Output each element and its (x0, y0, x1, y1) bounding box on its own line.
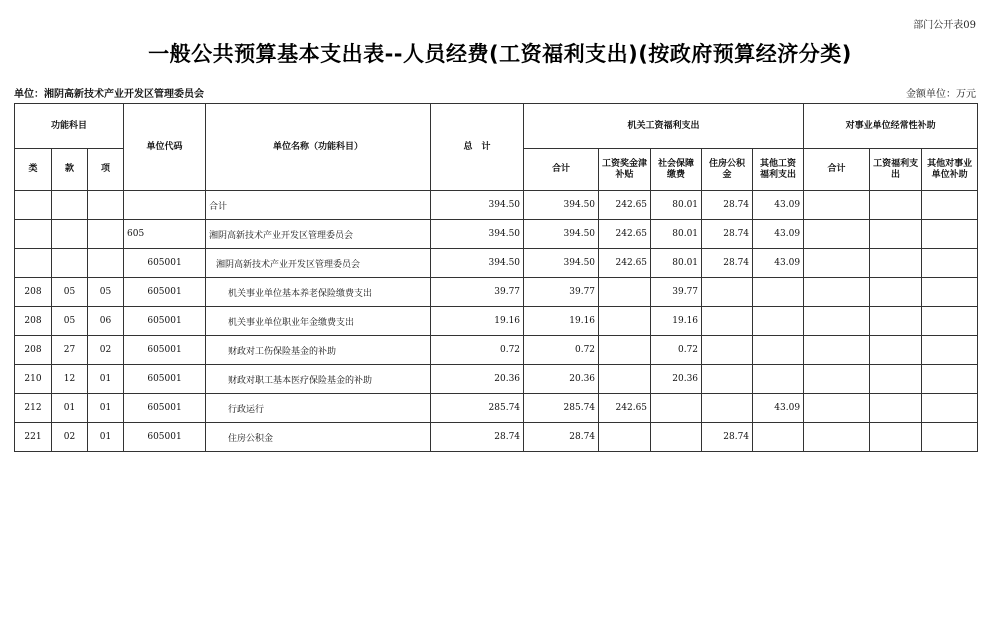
cell-o-sum: 20.36 (524, 365, 599, 394)
cell-xiang (88, 191, 124, 220)
cell-s-other (922, 249, 978, 278)
cell-o-social: 80.01 (651, 220, 702, 249)
cell-s-other (922, 336, 978, 365)
cell-code: 605001 (124, 336, 206, 365)
cell-o-social: 19.16 (651, 307, 702, 336)
cell-lei: 212 (15, 394, 52, 423)
page-title: 一般公共预算基本支出表--人员经费(工资福利支出)(按政府预算经济分类) (148, 42, 852, 66)
table-row (15, 191, 978, 220)
cell-s-wage (870, 249, 922, 278)
cell-s-wage (870, 278, 922, 307)
cell-name: 湘阴高新技术产业开发区管理委员会 (206, 220, 431, 249)
cell-kuan: 05 (52, 278, 88, 307)
cell-lei: 208 (15, 278, 52, 307)
table-row (15, 423, 978, 452)
header-sub-wage: 工资福利支出 (870, 149, 922, 191)
cell-xiang (88, 220, 124, 249)
header-kuan: 款 (52, 149, 88, 191)
cell-kuan (52, 220, 88, 249)
cell-name: 湘阴高新技术产业开发区管理委员会 (206, 249, 431, 278)
header-total: 总 计 (431, 104, 524, 191)
cell-o-housing: 28.74 (702, 220, 753, 249)
cell-total: 394.50 (431, 191, 524, 220)
cell-o-social (651, 423, 702, 452)
cell-o-sum: 28.74 (524, 423, 599, 452)
cell-kuan: 05 (52, 307, 88, 336)
cell-s-sum (804, 365, 870, 394)
cell-total: 394.50 (431, 249, 524, 278)
cell-code: 605001 (124, 365, 206, 394)
cell-o-bonus: 242.65 (599, 249, 651, 278)
cell-o-sum: 394.50 (524, 249, 599, 278)
header-office-bonus: 工资奖金津补贴 (599, 149, 651, 191)
cell-s-wage (870, 336, 922, 365)
cell-s-other (922, 307, 978, 336)
cell-s-wage (870, 191, 922, 220)
cell-lei: 210 (15, 365, 52, 394)
cell-s-sum (804, 336, 870, 365)
cell-s-other (922, 278, 978, 307)
cell-s-other (922, 365, 978, 394)
cell-o-sum: 394.50 (524, 191, 599, 220)
cell-s-wage (870, 365, 922, 394)
amount-unit-label: 金额单位：万元 (906, 89, 976, 100)
cell-total: 19.16 (431, 307, 524, 336)
header-unit-code: 单位代码 (124, 104, 206, 191)
cell-s-other (922, 191, 978, 220)
cell-xiang: 01 (88, 423, 124, 452)
cell-o-bonus: 242.65 (599, 191, 651, 220)
budget-table (14, 103, 978, 452)
cell-o-other: 43.09 (753, 394, 804, 423)
cell-o-other (753, 307, 804, 336)
cell-o-social: 20.36 (651, 365, 702, 394)
cell-o-housing: 28.74 (702, 191, 753, 220)
cell-o-sum: 394.50 (524, 220, 599, 249)
cell-total: 394.50 (431, 220, 524, 249)
table-body (15, 191, 978, 452)
cell-o-sum: 39.77 (524, 278, 599, 307)
cell-o-bonus (599, 307, 651, 336)
cell-o-sum: 285.74 (524, 394, 599, 423)
cell-name: 住房公积金 (206, 423, 431, 452)
table-row (15, 249, 978, 278)
cell-s-sum (804, 249, 870, 278)
header-unit-name: 单位名称（功能科目） (206, 104, 431, 191)
cell-lei: 208 (15, 307, 52, 336)
cell-o-bonus (599, 336, 651, 365)
cell-s-sum (804, 423, 870, 452)
cell-total: 0.72 (431, 336, 524, 365)
cell-o-other (753, 278, 804, 307)
cell-kuan: 02 (52, 423, 88, 452)
cell-kuan: 12 (52, 365, 88, 394)
cell-o-housing: 28.74 (702, 249, 753, 278)
cell-xiang: 02 (88, 336, 124, 365)
cell-o-housing: 28.74 (702, 423, 753, 452)
cell-o-other: 43.09 (753, 249, 804, 278)
cell-lei: 208 (15, 336, 52, 365)
cell-code (124, 191, 206, 220)
cell-code: 605 (124, 220, 206, 249)
cell-o-sum: 0.72 (524, 336, 599, 365)
cell-o-housing (702, 278, 753, 307)
cell-o-other: 43.09 (753, 191, 804, 220)
cell-o-other: 43.09 (753, 220, 804, 249)
document-code: 部门公开表09 (913, 20, 976, 31)
cell-o-social: 80.01 (651, 249, 702, 278)
header-sub-sum: 合计 (804, 149, 870, 191)
cell-code: 605001 (124, 423, 206, 452)
cell-o-bonus (599, 423, 651, 452)
header-office-sum: 合计 (524, 149, 599, 191)
cell-o-housing (702, 307, 753, 336)
header-lei: 类 (15, 149, 52, 191)
cell-s-wage (870, 307, 922, 336)
cell-s-wage (870, 394, 922, 423)
table-row (15, 394, 978, 423)
table-row (15, 220, 978, 249)
cell-s-wage (870, 423, 922, 452)
cell-s-sum (804, 278, 870, 307)
cell-xiang: 01 (88, 365, 124, 394)
cell-o-social: 39.77 (651, 278, 702, 307)
cell-o-housing (702, 336, 753, 365)
table-row (15, 365, 978, 394)
cell-total: 20.36 (431, 365, 524, 394)
cell-xiang: 06 (88, 307, 124, 336)
cell-name: 合计 (206, 191, 431, 220)
table-row (15, 336, 978, 365)
cell-xiang (88, 249, 124, 278)
cell-s-sum (804, 394, 870, 423)
cell-code: 605001 (124, 307, 206, 336)
cell-total: 28.74 (431, 423, 524, 452)
cell-kuan: 27 (52, 336, 88, 365)
header-sub-other: 其他对事业单位补助 (922, 149, 978, 191)
cell-total: 285.74 (431, 394, 524, 423)
table-row (15, 278, 978, 307)
table-row (15, 307, 978, 336)
cell-s-wage (870, 220, 922, 249)
cell-o-bonus (599, 365, 651, 394)
cell-name: 机关事业单位职业年金缴费支出 (206, 307, 431, 336)
cell-o-social (651, 394, 702, 423)
cell-o-other (753, 336, 804, 365)
cell-name: 行政运行 (206, 394, 431, 423)
cell-name: 财政对工伤保险基金的补助 (206, 336, 431, 365)
cell-s-sum (804, 220, 870, 249)
cell-o-other (753, 365, 804, 394)
unit-label: 单位：湘阴高新技术产业开发区管理委员会 (14, 89, 204, 100)
cell-o-social: 80.01 (651, 191, 702, 220)
cell-o-bonus: 242.65 (599, 394, 651, 423)
cell-o-housing (702, 365, 753, 394)
cell-kuan (52, 249, 88, 278)
cell-lei (15, 220, 52, 249)
cell-s-sum (804, 307, 870, 336)
cell-o-bonus: 242.65 (599, 220, 651, 249)
cell-s-other (922, 394, 978, 423)
header-office-other: 其他工资福利支出 (753, 149, 804, 191)
cell-s-sum (804, 191, 870, 220)
header-func-subject: 功能科目 (15, 104, 124, 149)
cell-s-other (922, 220, 978, 249)
cell-o-social: 0.72 (651, 336, 702, 365)
cell-xiang: 01 (88, 394, 124, 423)
cell-lei (15, 249, 52, 278)
cell-code: 605001 (124, 394, 206, 423)
cell-s-other (922, 423, 978, 452)
cell-lei: 221 (15, 423, 52, 452)
header-office-housing: 住房公积金 (702, 149, 753, 191)
cell-o-sum: 19.16 (524, 307, 599, 336)
cell-name: 机关事业单位基本养老保险缴费支出 (206, 278, 431, 307)
cell-name: 财政对职工基本医疗保险基金的补助 (206, 365, 431, 394)
cell-o-other (753, 423, 804, 452)
cell-kuan (52, 191, 88, 220)
cell-code: 605001 (124, 278, 206, 307)
header-group-subsidy: 对事业单位经常性补助 (804, 104, 978, 149)
header-xiang: 项 (88, 149, 124, 191)
cell-o-housing (702, 394, 753, 423)
cell-lei (15, 191, 52, 220)
cell-kuan: 01 (52, 394, 88, 423)
cell-o-bonus (599, 278, 651, 307)
header-group-office: 机关工资福利支出 (524, 104, 804, 149)
header-office-social: 社会保障缴费 (651, 149, 702, 191)
cell-xiang: 05 (88, 278, 124, 307)
cell-code: 605001 (124, 249, 206, 278)
cell-total: 39.77 (431, 278, 524, 307)
